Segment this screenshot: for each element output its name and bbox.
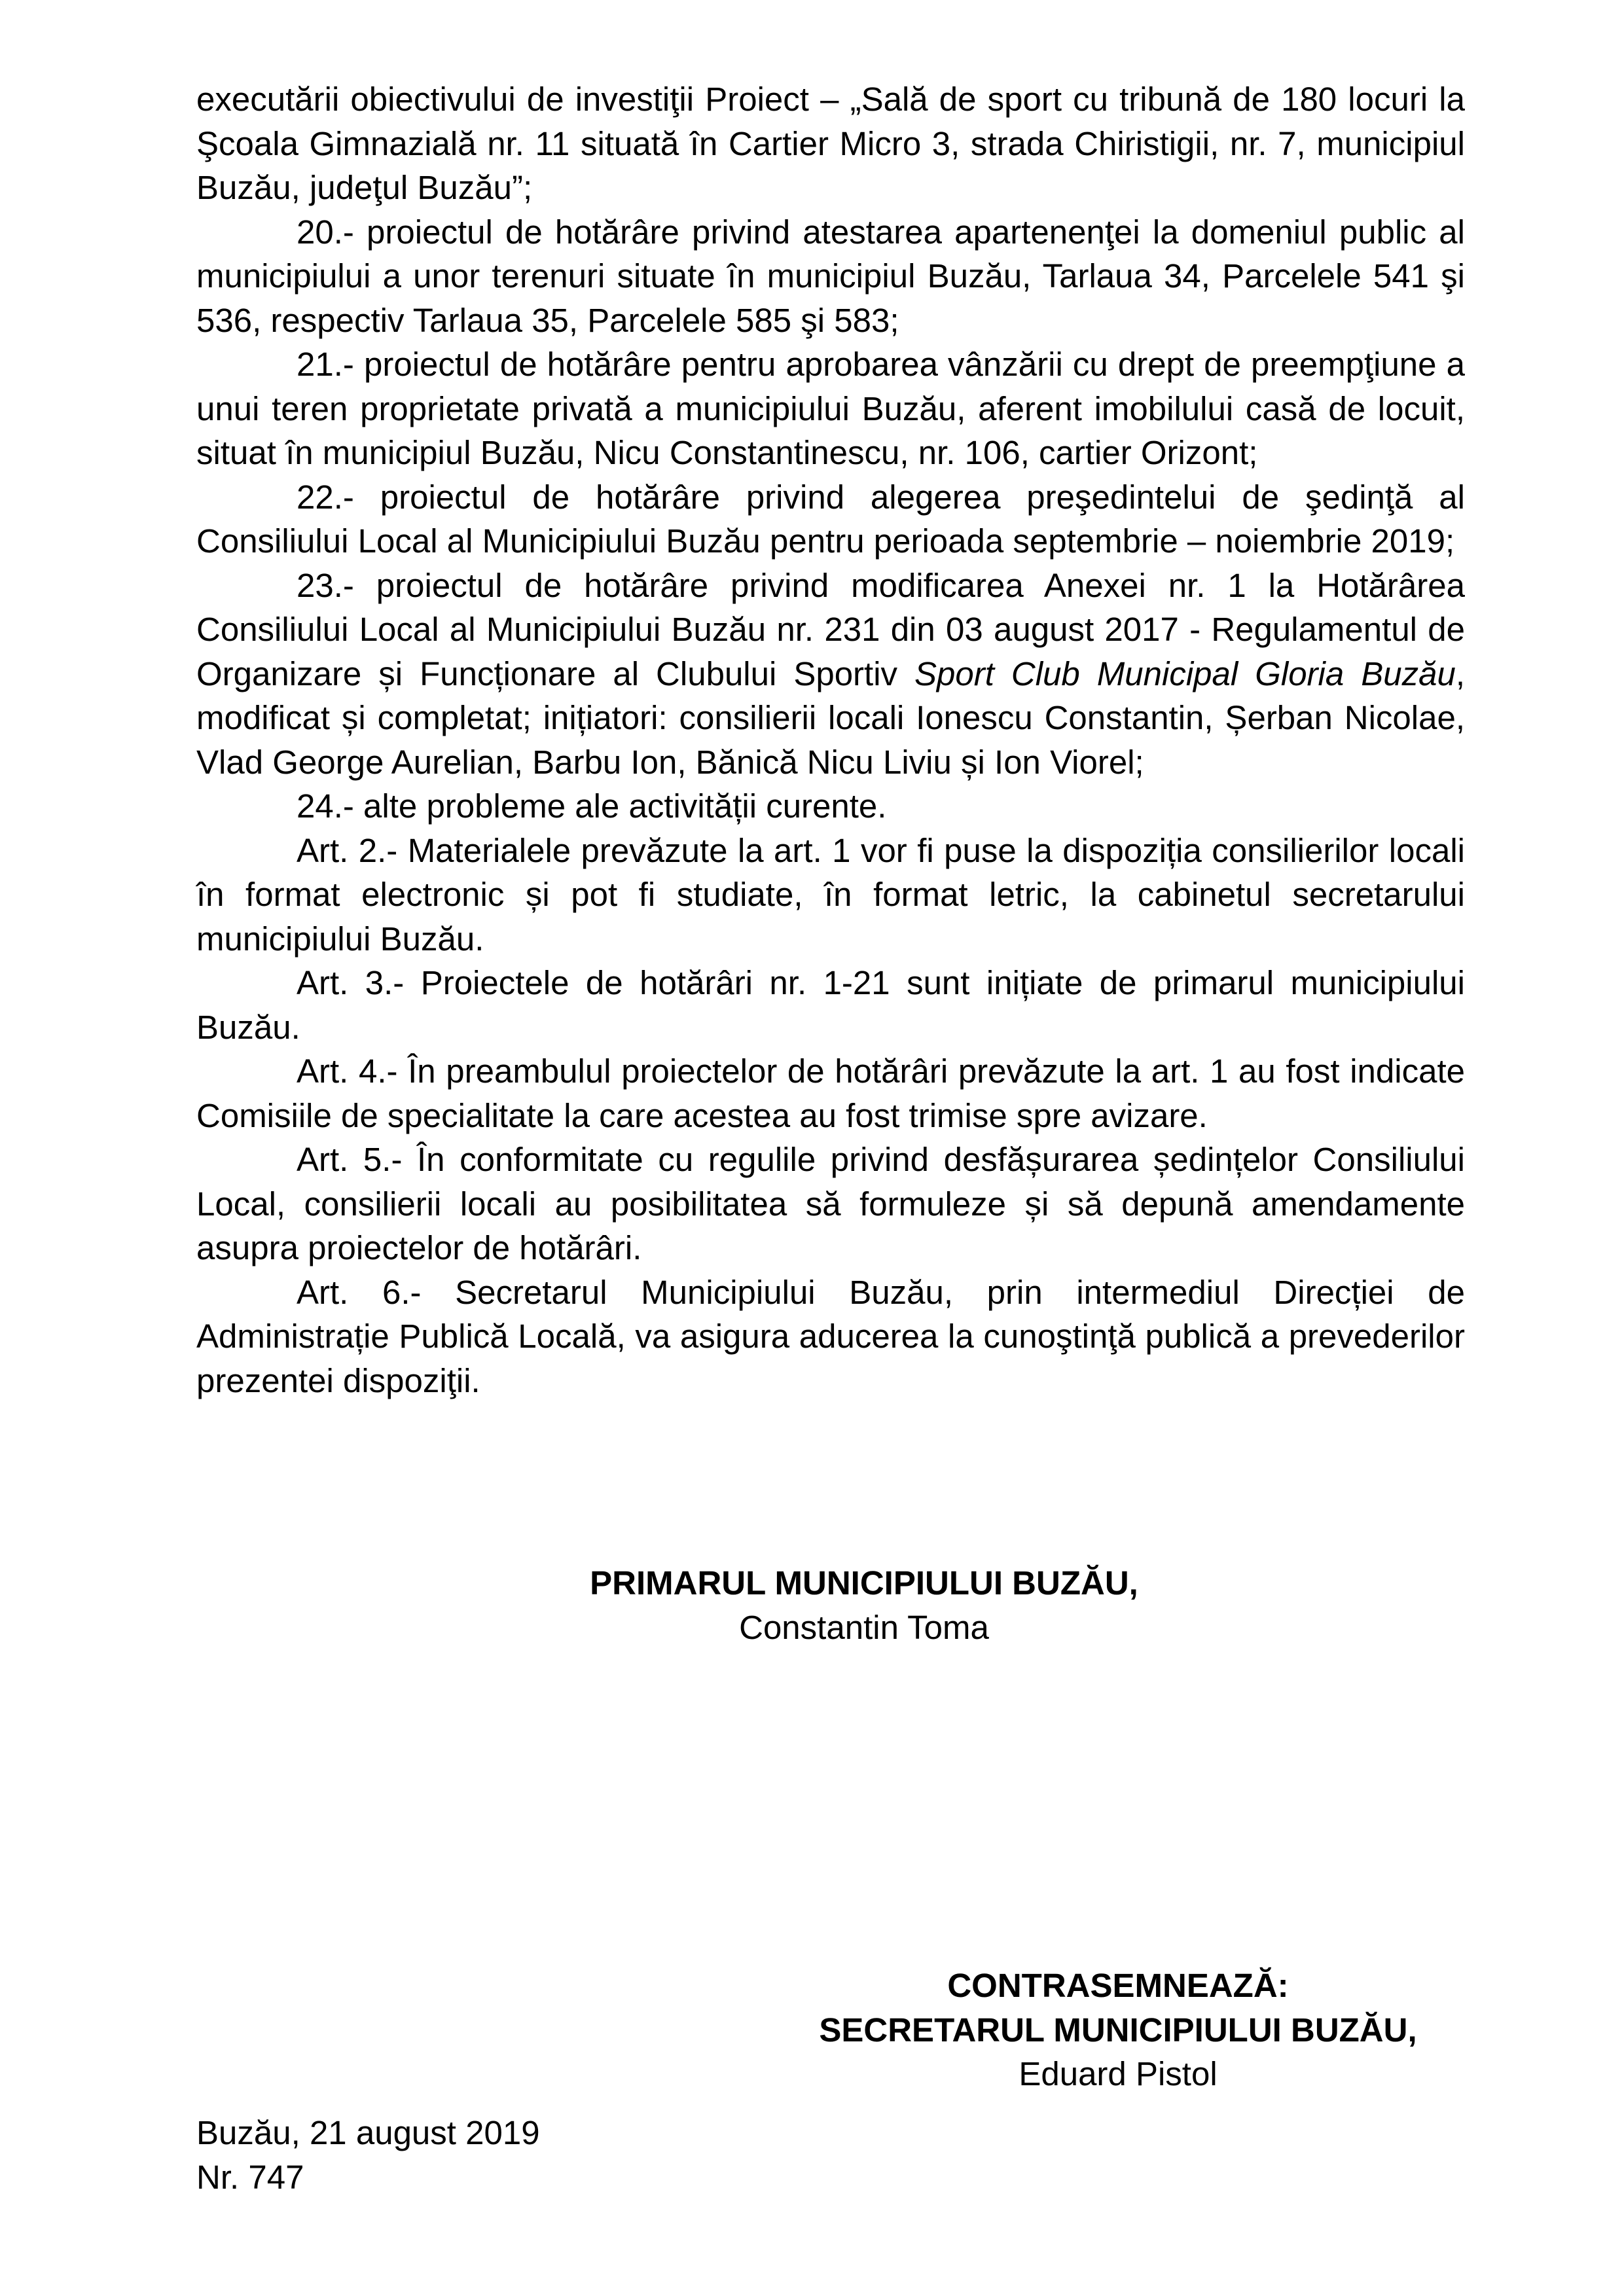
secretary-title: SECRETARUL MUNICIPIULUI BUZĂU,: [819, 2011, 1417, 2049]
item-23-text-before: 23.- proiectul de hotărâre privind modificarea Anexei nr. 1 la Hotărârea Consiliului Local al Municipiului Buzău nr. 231 din 03 august 2017 - Regulamentul de Organizare și Funcționare al Clubului Sportiv: [196, 566, 1465, 692]
item-21: 21.- proiectul de hotărâre pentru aprobarea vânzării cu drept de preempţiune a unui teren proprietate privată a municipiului Buzău, aferent imobilului casă de locuit, situat în municipiul Buzău, Nicu Constantinescu, nr. 106, cartier Orizont;: [196, 346, 1465, 471]
mayor-signature-block: [537, 1561, 1191, 1649]
place-date: Buzău, 21 august 2019: [196, 2114, 540, 2151]
article-2: Art. 2.- Materialele prevăzute la art. 1 vor fi puse la dispoziția consilierilor locali în format electronic și pot fi studiate, în format letric, la cabinetul secretarului municipiului Buzău.: [196, 831, 1465, 958]
item-23: [196, 564, 1465, 785]
article-4: Art. 4.- În preambulul proiectelor de hotărâri prevăzute la art. 1 au fost indicate Comisiile de specialitate la care acestea au fost trimise spre avizare.: [196, 1052, 1465, 1134]
article-6: Art. 6.- Secretarul Municipiului Buzău, prin intermediul Direcției de Administrație Publică Locală, va asigura aducerea la cunoştinţă publică a prevederilor prezentei dispoziţii.: [196, 1273, 1465, 1399]
item-20: 20.- proiectul de hotărâre privind atestarea apartenenţei la domeniul public al municipiului a unor terenuri situate în municipiul Buzău, Tarlaua 34, Parcelele 541 şi 536, respectiv Tarlaua 35, Parcelele 585 şi 583;: [196, 213, 1465, 339]
secretary-name: Eduard Pistol: [1019, 2055, 1218, 2092]
mayor-name: Constantin Toma: [739, 1608, 989, 1646]
article-3: Art. 3.- Proiectele de hotărâri nr. 1-21 sunt inițiate de primarul municipiului Buzău.: [196, 964, 1465, 1046]
article-5: Art. 5.- În conformitate cu regulile privind desfășurarea ședințelor Consiliului Local, consilierii locali au posibilitatea să formuleze și să depună amendamente asupra proiectelor de hotărâri.: [196, 1141, 1465, 1266]
item-23-club-name: Sport Club Municipal Gloria Buzău: [914, 655, 1456, 692]
countersign-label: CONTRASEMNEAZĂ:: [947, 1967, 1289, 2004]
mayor-title: PRIMARUL MUNICIPIULUI BUZĂU,: [590, 1564, 1138, 1602]
secretary-signature-block: [725, 1964, 1511, 2096]
document-number: Nr. 747: [196, 2158, 304, 2196]
item-23-text-after: , modificat și completat; inițiatori: consilierii locali Ionescu Constantin, Șerban Nicolae, Vlad George Aurelian, Barbu Ion, Bănică Nicu Liviu și Ion Viorel;: [196, 655, 1465, 781]
document-body: [196, 77, 1465, 1403]
continuation-paragraph: executării obiectivului de investiţii Proiect – „Sală de sport cu tribună de 180 locuri la Şcoala Gimnazială nr. 11 situată în Cartier Micro 3, strada Chiristigii, nr. 7, municipiul Buzău, judeţul Buzău”;: [196, 81, 1465, 206]
document-footer: [196, 2111, 540, 2199]
item-24: 24.- alte probleme ale activității curente.: [297, 787, 887, 825]
item-22: 22.- proiectul de hotărâre privind alegerea preşedintelui de şedinţă al Consiliului Local al Municipiului Buzău pentru perioada septembrie – noiembrie 2019;: [196, 478, 1465, 560]
